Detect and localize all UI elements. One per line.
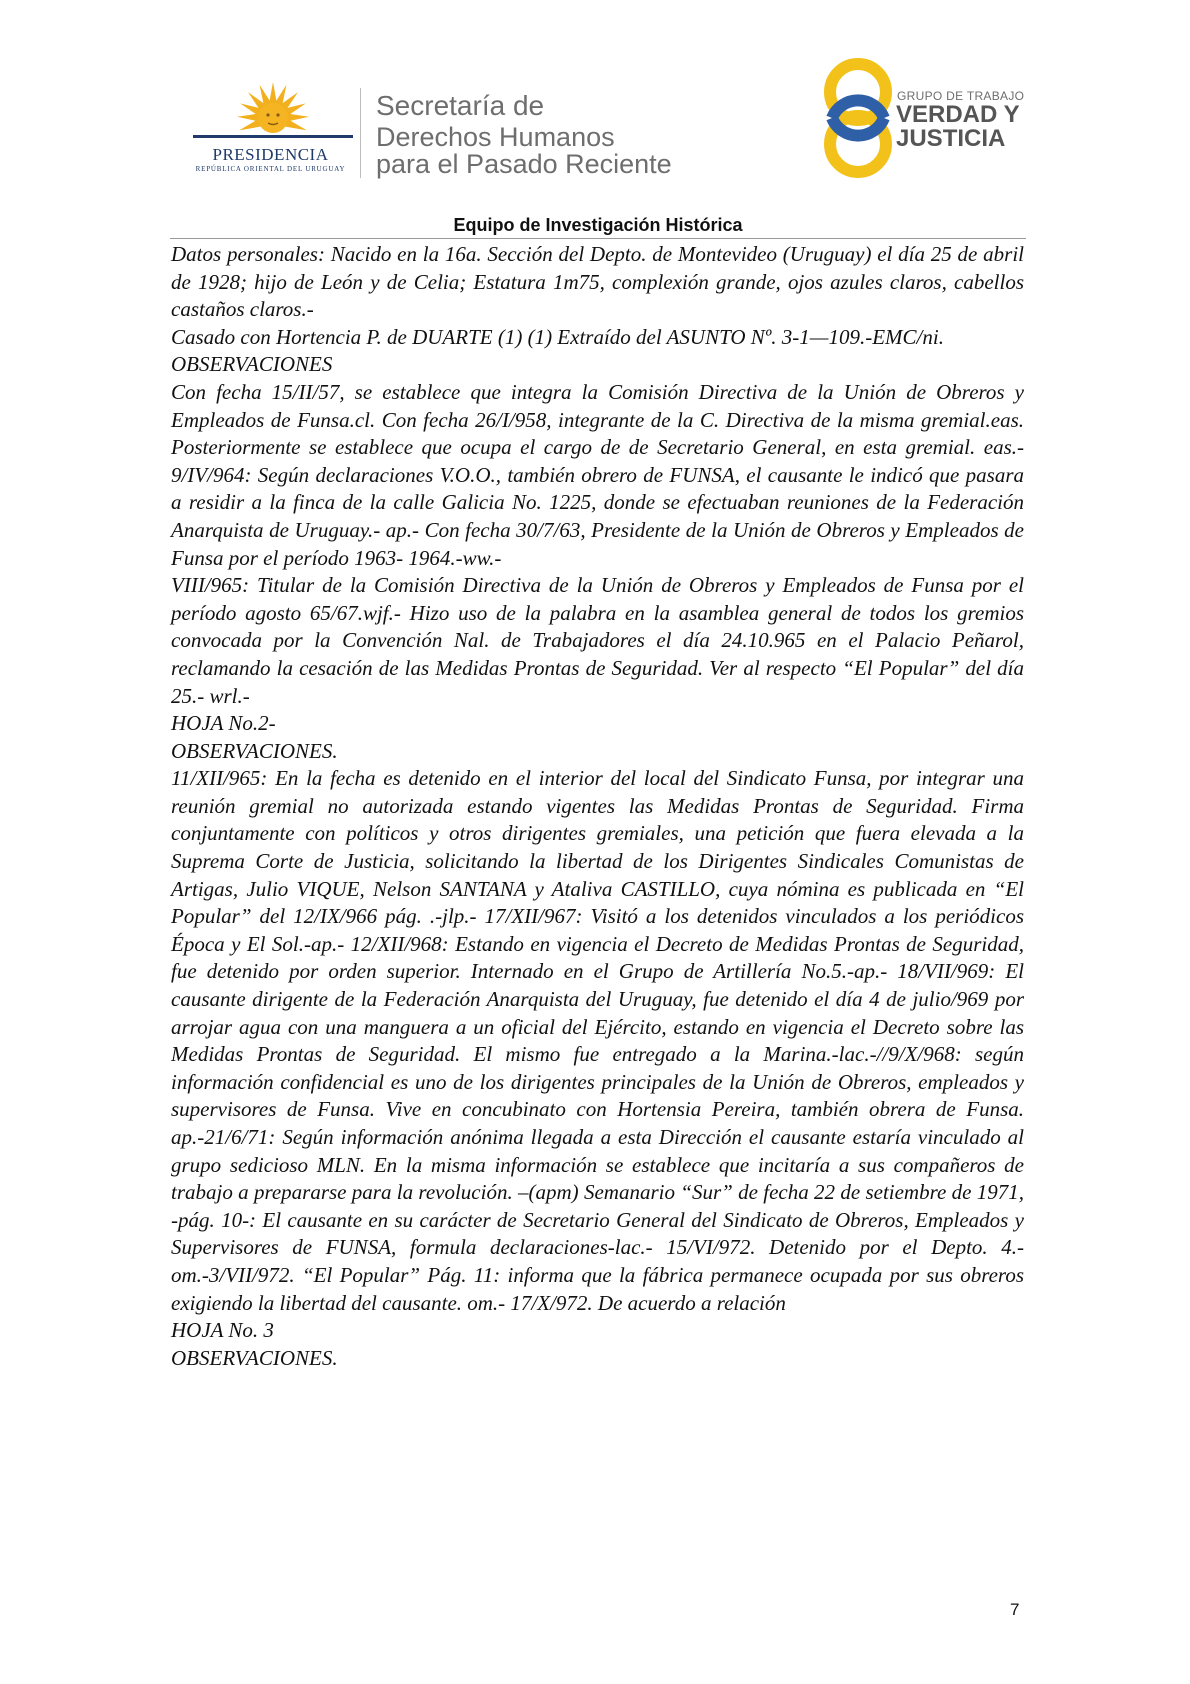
heading-hoja-2: HOJA No.2- [171, 711, 276, 736]
heading-observaciones-2: OBSERVACIONES. [171, 738, 338, 763]
paragraph-married: Casado con Hortencia P. de DUARTE (1) (1) Extraído del ASUNTO Nº. 3-1—109.-EMC/ni. [171, 324, 944, 349]
paragraph-observations-2: VIII/965: Titular de la Comisión Directiva de la Unión de Obreros y Empleados de Funsa por el período agosto 65/67.wjf.- Hizo uso de la palabra en la asamblea general de todos los gremios convocada por la Convención Nal. de Trabajadores el día 24.10.965 en el Palacio Peñarol, reclamando la cesación de las Medidas Prontas de Seguridad. Ver al respecto “El Popular” del día 25.- wrl.- [171, 573, 1024, 708]
heading-observaciones: OBSERVACIONES [171, 352, 333, 377]
secretaria-line-3: para el Pasado Reciente [376, 149, 672, 179]
verdad-label: VERDAD Y [896, 101, 1020, 128]
presidencia-subtitle: REPÚBLICA ORIENTAL DEL URUGUAY [195, 165, 346, 173]
header-divider [360, 88, 361, 178]
title-rule [170, 238, 1026, 239]
heading-hoja-3: HOJA No. 3 [171, 1318, 274, 1343]
paragraph-observations-1: Con fecha 15/II/57, se establece que integra la Comisión Directiva de la Unión de Obreros y Empleados de Funsa.cl. Con fecha 26/I/958, integrante de la C. Directiva de la misma gremial.eas. Posteriormente se establece que ocupa el cargo de de Secretario General, en esta gremial. eas.- 9/IV/964: Según declaraciones V.O.O., también obrero de FUNSA, el causante le indicó que pasara a residir a la finca de la calle Galicia No. 1225, donde se efectuaban reuniones de la Federación Anarquista de Uruguay.- ap.- Con fecha 30/7/63, Presidente de la Unión de Obreros y Empleados de Funsa por el período 1963- 1964.-ww.- [171, 379, 1024, 570]
verdad-justicia-rings-logo [818, 56, 898, 181]
paragraph-personal-data: Datos personales: Nacido en la 16a. Sección del Depto. de Montevideo (Uruguay) el día 25 de abril de 1928; hijo de León y de Celia; Estatura 1m75, complexión grande, ojos azules claros, cabellos castaños claros.- [171, 242, 1024, 322]
team-title: Equipo de Investigación Histórica [453, 215, 743, 235]
heading-observaciones-3: OBSERVACIONES. [171, 1345, 338, 1370]
presidencia-name: PRESIDENCIA [212, 145, 329, 164]
grupo-de-trabajo-label: GRUPO DE TRABAJO [897, 89, 1025, 103]
paragraph-observations-3: 11/XII/965: En la fecha es detenido en el interior del local del Sindicato Funsa, por integrar una reunión gremial no autorizada estando vigentes las Medidas Prontas de Seguridad. Firma conjuntamente con políticos y otros dirigentes gremiales, una petición que fuera elevada a la Suprema Corte de Justicia, solicitando la libertad de los Dirigentes Sindicales Comunistas de Artigas, Julio VIQUE, Nelson SANTANA y Ataliva CASTILLO, cuya nómina es publicada en “El Popular” del 12/IX/966 pág. .-jlp.- 17/XII/967: Visitó a los detenidos vinculados a los periódicos Época y El Sol.-ap.- 12/XII/968: Estando en vigencia el Decreto de Medidas Prontas de Seguridad, fue detenido por orden superior. Internado en el Grupo de Artillería No.5.-ap.- 18/VII/969: El causante dirigente de la Federación Anarquista del Uruguay, fue detenido el día 4 de julio/969 por arrojar agua con una manguera a un oficial del Ejército, estando en vigencia el Decreto sobre las Medidas Prontas de Seguridad. El mismo fue entregado a la Marina.-lac.-//9/X/968: según información confidencial es uno de los dirigentes principales de la Unión de Obreros, empleados y supervisores de Funsa. Vive en concubinato con Hortensia Pereira, también obrera de Funsa. ap.-21/6/71: Según información anónima llegada a esta Dirección el causante estaría vinculado al grupo sedicioso MLN. En la misma información se establece que incitaría a sus compañeros de trabajo a prepararse para la revolución. –(apm) Semanario “Sur” de fecha 22 de setiembre de 1971, -pág. 10-: El causante en su carácter de Secretario General del Sindicato de Obreros, Empleados y Supervisores de FUNSA, formula declaraciones-lac.- 15/VI/972. Detenido por el Depto. 4.-om.-3/VII/972. “El Popular” Pág. 11: informa que la fábrica permanece ocupada por sus obreros exigiendo la libertad del causante. om.- 17/X/972. De acuerdo a relación [171, 766, 1024, 1315]
page-header [0, 0, 1190, 215]
justicia-label: JUSTICIA [896, 125, 1006, 152]
document-body [171, 241, 1024, 1372]
page-number: 7 [1010, 1600, 1020, 1619]
secretaria-line-2: Derechos Humanos [376, 122, 615, 152]
secretaria-line-1: Secretaría de [376, 90, 545, 121]
